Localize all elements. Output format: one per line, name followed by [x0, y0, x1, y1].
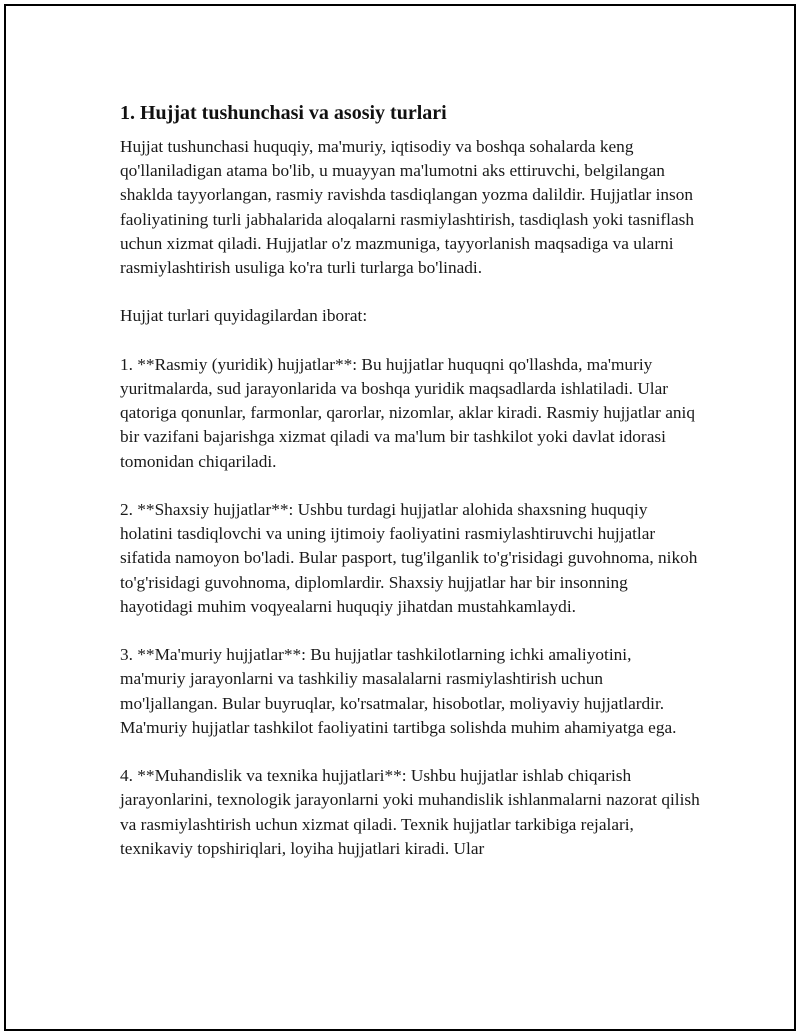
- list-item-personal-documents: 2. **Shaxsiy hujjatlar**: Ushbu turdagi hujjatlar alohida shaxsning huquqiy holatini tasdiqlovchi va uning ijtimoiy faoliyatini rasmiylashtiruvchi hujjatlar sifatida namoyon bo'ladi. Bular pasport, tug'ilganlik to'g'risidagi guvohnoma, nikoh to'g'risidagi guvohnoma, diplomlardir. Shaxsiy hujjatlar har bir insonning hayotidagi muhim voqyealarni huquqiy jihatdan mustahkamlaydi.: [120, 500, 698, 616]
- list-item-engineering-documents: 4. **Muhandislik va texnika hujjatlari**: Ushbu hujjatlar ishlab chiqarish jarayonlarini, texnologik jarayonlarni yoki muhandislik ishlanmalarni nazorat qilish va rasmiylashtirish uchun xizmat qiladi. Texnik hujjatlar tarkibiga rejalari, texnikaviy topshiriqlari, loyiha hujjatlari kiradi. Ular: [120, 766, 700, 858]
- document-body: [120, 100, 700, 885]
- list-item-official-documents: 1. **Rasmiy (yuridik) hujjatlar**: Bu hujjatlar huquqni qo'llashda, ma'muriy yuritmalarda, sud jarayonlarida va boshqa yuridik maqsadlarda ishlatiladi. Ular qatoriga qonunlar, farmonlar, qarorlar, nizomlar, aklar kiradi. Rasmiy hujjatlar aniq bir vazifani bajarishga xizmat qiladi va ma'lum bir tashkilot yoki davlat idorasi tomonidan chiqariladi.: [120, 354, 695, 471]
- intro-paragraph: Hujjat tushunchasi huquqiy, ma'muriy, iqtisodiy va boshqa sohalarda keng qo'llaniladigan atama bo'lib, u muayyan ma'lumotni aks ettiruvchi, belgilangan shaklda tayyorlangan, rasmiy ravishda tasdiqlangan yozma dalildir. Hujjatlar inson faoliyatining turli jabhalarida aloqalarni rasmiylashtirish, tasdiqlash yoki tasniflash uchun xizmat qiladi. Hujjatlar o'z mazmuniga, tayyorlanish maqsadiga va ularni rasmiylashtirish usuliga ko'ra turli turlarga bo'linadi.: [120, 137, 694, 278]
- types-lead-paragraph: Hujjat turlari quyidagilardan iborat:: [120, 306, 368, 326]
- list-item-administrative-documents: 3. **Ma'muriy hujjatlar**: Bu hujjatlar tashkilotlarning ichki amaliyotini, ma'muriy jarayonlarni va tashkiliy masalalarni rasmiylashtirish uchun mo'ljallangan. Bular buyruqlar, ko'rsatmalar, hisobotlar, moliyaviy hujjatlardir. Ma'muriy hujjatlar tashkilot faoliyatini tartibga solishda muhim ahamiyatga ega.: [120, 645, 677, 737]
- section-heading: 1. Hujjat tushunchasi va asosiy turlari: [120, 102, 447, 124]
- page-frame: [4, 4, 796, 1031]
